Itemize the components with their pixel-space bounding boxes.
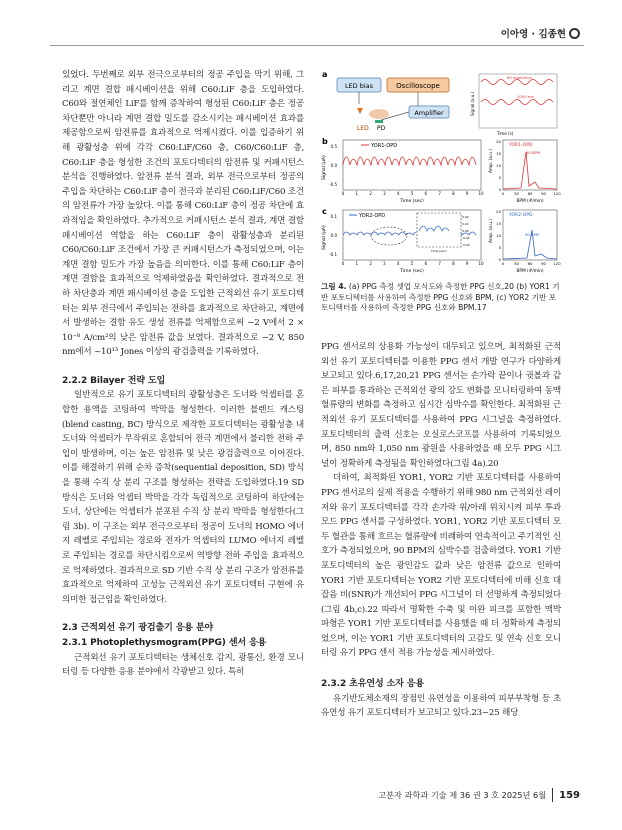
c-spec-xticks xyxy=(502,261,561,266)
panel-b-legend: YOR1-OPD xyxy=(371,143,398,149)
c-spec-ytick: 10 xyxy=(496,233,501,238)
left-paragraph-1: 있었다. 두번째로 외부 전극으로부터의 정공 주입을 막기 위해, 그리고 계면 결합 패시베이션을 위해 C60:LiF 층을 도입하였다. C60와 절연체인 LiF를 함께 증착하여 형성된 C60:LiF 층은 정공 차단뿐만 아니라 계면 결합 밀도를 감소시키는 패시베이션 효과를 제공함으로써 암전류를 효과적으로 억제시켰다. 이를 입증하기 위해 광활성층 위에 각각 C60:LiF/C60 층, C60/C60:LiF 층, C60:LiF 층을 형성한 조건의 포토디텍터의 암전류 및 커패시턴스 분석을 진행하였다. 암전류 분석 결과, 외부 전극으로부터 정공의 주입을 차단하는 C60:LiF 층이 전극과 분리된 C60:LiF/C60 조건의 암전류가 가장 높았다. 이를 통해 C60:LiF 층이 정공 차단에 효과적임을 확인하였다. 추가적으로 커패시턴스 분석 결과, 계면 결함 패시베이션 역할을 하는 C60:LiF 층이 광활성층과 분리된 C60/C60:LiF 조건에서 가장 큰 커패시턴스가 측정되었으며, 이는 계면 결함 밀도가 가장 높음을 의미한다. 이를 통해 C60:LiF 층이 계면 결함을 효과적으로 억제하였음을 확인하였다. 결과적으로 전하 차단층과 계면 패시베이션 층을 도입한 근적외선 유기 포토디텍터는 외부 전극에서 주입되는 전하를 효과적으로 차단하고, 계면에서 발생하는 결함 유도 생성 전류를 억제함으로써 −2 V에서 2 × 10⁻⁸ A/cm²의 낮은 암전류 값을 보였다. 결과적으로 −2 V, 850 nm에서 ~10¹³ Jones 이상의 광검출력을 기록하였다. xyxy=(62,70,304,358)
right-column xyxy=(321,340,561,721)
heading-2-2-2: 2.2.2 Bilayer 전략 도입 xyxy=(62,375,166,386)
c-ytick-1: 0.1 xyxy=(330,214,337,219)
c-xtick: 6 xyxy=(424,261,428,266)
panel-c-xticks xyxy=(342,261,484,266)
c-xtick: 9 xyxy=(465,261,469,266)
amplifier-text: Amplifier xyxy=(414,109,444,117)
panel-c-spec-xlabel: BPM (#/min) xyxy=(516,269,544,274)
panel-a-trace-80 xyxy=(481,80,553,85)
b-spec-xtick: 60 xyxy=(527,191,533,196)
c-ytick-2: 0.0 xyxy=(330,233,337,238)
c-spec-xtick: 120 xyxy=(553,261,561,266)
c-xtick: 4 xyxy=(396,261,400,266)
c-xtick: 1 xyxy=(355,261,359,266)
b-spec-xtick: 90 xyxy=(541,191,546,196)
inset-ytick: -0.02 xyxy=(462,243,470,247)
c-xtick: 0 xyxy=(341,261,345,266)
heading-2-3-1: 2.3.1 Photoplethysmogram(PPG) 센서 응용 xyxy=(62,637,267,648)
b-spec-ytick: 20 xyxy=(496,139,501,144)
panel-c-inset-yticks xyxy=(462,215,470,247)
c-xtick: 7 xyxy=(438,261,441,266)
b-xtick: 0 xyxy=(341,191,345,196)
page-footer xyxy=(378,788,580,802)
panel-b-trace xyxy=(343,157,476,165)
inset-ytick: 0.01 xyxy=(462,222,469,226)
legend-1000: 1000 nm xyxy=(517,94,534,99)
c-spec-yticks xyxy=(496,209,501,262)
led-bias-text: LED bias xyxy=(344,82,374,90)
footer-divider xyxy=(552,788,553,802)
c-spec-ytick: 15 xyxy=(496,221,501,226)
panel-b-label: b xyxy=(322,137,328,146)
b-xtick: 9 xyxy=(465,191,469,196)
b-xtick: 5 xyxy=(410,191,414,196)
b-spec-ytick: 5 xyxy=(498,175,501,180)
panel-c-spec-ylabel: Amp. (a.u.) xyxy=(489,218,494,243)
panel-c-inset-frame xyxy=(417,213,461,247)
b-spec-yticks xyxy=(496,139,501,192)
c-spec-xtick: 30 xyxy=(514,261,519,266)
c-xtick: 8 xyxy=(452,261,455,266)
journal-info: 고분자 과학과 기술 제 36 권 3 호 2025년 6월 xyxy=(378,789,547,800)
panel-b-xlabel: Time (sec) xyxy=(400,199,424,204)
panel-c-zoom-ellipse xyxy=(371,227,407,245)
b-ytick-3: -0.5 xyxy=(329,182,337,187)
b-spec-ytick: 0 xyxy=(498,187,501,192)
panel-b-ylabel: Signal (μA) xyxy=(322,155,327,180)
panel-b-spec-legend: YOR1-OPD xyxy=(509,143,533,148)
panel-c-bpm-note: 90 BPM xyxy=(525,232,540,237)
led-symbol xyxy=(357,108,363,114)
b-spec-xtick: 30 xyxy=(514,191,519,196)
figure-4 xyxy=(321,68,561,276)
c-spec-ytick: 20 xyxy=(496,209,501,214)
panel-c-legend: YOR2-OPD xyxy=(359,213,386,219)
left-column xyxy=(62,68,304,680)
left-paragraph-2: 일반적으로 유기 포토디텍터의 광활성층은 도너와 억셉터를 혼합한 용액을 코팅하여 박막을 형성한다. 이러한 블렌드 캐스팅(blend casting, BC) 방식으로 제작한 포토디텍터는 광활성층 내 도너와 억셉터가 무작위로 혼합되어 전극 계면에서 불리한 전하 주입이 발생하며, 이는 높은 암전류 및 낮은 광검출력으로 이어진다. 이를 해결하기 위해 순차 증착(sequential deposition, SD) 방식을 통해 수직 상 분리 구조를 형성하는 전략을 도입하였다.19 SD 방식은 도너와 억셉터 박막을 각각 독립적으로 코팅하여 하단에는 도너, 상단에는 억셉터가 분포된 수직 상 분리 박막을 형성한다(그림 3b). 이 구조는 외부 전극으로부터 정공이 도너의 HOMO 에너지 레벨로 주입되는 경로와 전자가 억셉터의 LUMO 에너지 레벨로 주입되는 경로를 차단시킴으로써 역방향 전하 주입을 효과적으로 억제하였다. 결과적으로 SD 기반 수직 상 분리 구조가 암전류를 효과적으로 억제하여 고성능 근적외선 유기 포토디텍터 구현에 유의미한 접근임을 확인하였다. xyxy=(62,390,304,605)
panel-c-xlabel: Time (sec) xyxy=(400,269,424,274)
b-spec-ytick: 15 xyxy=(496,151,501,156)
c-spec-xtick: 60 xyxy=(527,261,533,266)
inset-ytick: 0.00 xyxy=(462,229,469,233)
caption-label: 그림 4. xyxy=(321,282,347,291)
panel-c-spec-legend: YOR2-OPD xyxy=(509,213,533,218)
b-xtick: 8 xyxy=(452,191,455,196)
b-spec-xtick: 120 xyxy=(553,191,561,196)
oscilloscope-text: Oscilloscope xyxy=(396,82,440,90)
header-ring-icon xyxy=(569,28,580,39)
pd-symbol xyxy=(375,120,383,123)
finger-shape xyxy=(369,109,389,119)
panel-b-xticks xyxy=(342,191,484,196)
inset-ytick: 0.02 xyxy=(462,215,469,219)
right-paragraph-1: PPG 센서로의 상용화 가능성이 대두되고 있으며, 최적화된 근적외선 유기 포토디텍터를 이용한 PPG 센서 개발 연구가 다양하게 보고되고 있다.6,17,20,21 PPG 센서는 손가락 끝이나 귓볼과 같은 피부를 통과하는 근적외선 광의 강도 변화를 모니터링하여 동맥 혈류량의 변화를 측정하고 심시간 심박수를 확인한다. 최적화된 근적외선 유기 포토디텍터를 사용하여 PPG 시그널을 측정하였다. 포토디텍터의 출력 신호는 오실로스코프를 사용하여 기록되었으며, 850 nm와 1,050 nm 광원을 사용하였을 때 모두 PPG 시그널이 정확하게 측정됨을 확인하였다(그림 4a).20 xyxy=(321,342,561,469)
c-ytick-3: -0.1 xyxy=(329,252,337,257)
page-number: 159 xyxy=(559,789,580,801)
heading-2-3-2: 2.3.2 초유연성 소자 응용 xyxy=(321,679,424,690)
c-spec-ytick: 0 xyxy=(498,257,501,262)
c-xtick: 5 xyxy=(410,261,414,266)
header-authors: 이아영 · 김종현 xyxy=(500,29,566,40)
b-ytick-2: 0.0 xyxy=(330,163,337,168)
right-paragraph-3: 유기반도체소재의 장점인 유연성을 이용하여 피부부착형 등 초유연성 유기 포토디텍터가 보고되고 있다.23~25 해당 xyxy=(321,693,561,719)
panel-b-spec-ylabel: Amp. (a.u.) xyxy=(489,148,494,173)
panel-c-ylabel: Signal (μA) xyxy=(322,225,327,250)
c-spec-xtick: 0 xyxy=(501,261,505,266)
c-spec-xtick: 90 xyxy=(541,261,546,266)
c-xtick: 10 xyxy=(478,261,484,266)
c-xtick: 2 xyxy=(369,261,372,266)
left-paragraph-3: 근적외선 유기 포토디텍터는 생체신호 감지, 광통신, 환경 모니터링 등 다양한 응용 분야에서 각광받고 있다. 특히 xyxy=(62,652,304,678)
b-xtick: 7 xyxy=(438,191,441,196)
panel-a-time-label: Time (s) xyxy=(497,131,514,136)
b-xtick: 10 xyxy=(478,191,484,196)
heading-2-3: 2.3 근적외선 유기 광검출기 응용 분야 xyxy=(62,623,214,634)
c-spec-ytick: 5 xyxy=(498,245,501,250)
panel-b-bpm-note: 60 BPM xyxy=(526,150,541,155)
pd-label: PD xyxy=(377,125,386,132)
b-xtick: 1 xyxy=(355,191,359,196)
running-header xyxy=(501,26,580,40)
b-ytick-1: 0.5 xyxy=(330,144,337,149)
b-xtick: 4 xyxy=(396,191,400,196)
panel-a-trace-1000 xyxy=(481,100,553,105)
figure-caption xyxy=(321,282,561,314)
b-xtick: 2 xyxy=(369,191,372,196)
panel-b-spec-xlabel: BPM (#/min) xyxy=(516,199,544,204)
panel-a-signal-label: Signal (a.u.) xyxy=(470,91,475,116)
inset-ytick: -0.01 xyxy=(462,236,470,240)
legend-80: 80 beats/min xyxy=(507,75,533,80)
panel-c-label: c xyxy=(322,207,327,216)
b-xtick: 6 xyxy=(424,191,428,196)
header-rule xyxy=(50,45,584,46)
b-spec-ytick: 10 xyxy=(496,163,501,168)
right-paragraph-2: 더하여, 최적화된 YOR1, YOR2 기반 포토디텍터를 사용하여 PPG 센서로의 실제 적용을 수행하기 위해 980 nm 근적외선 레이저와 유기 포토디텍터를 각각 손가락 위/아래 위치시켜 피부 투과 모드 PPG 센서를 구성하였다. YOR1, YOR2 기반 포토디텍터 모두 혈관을 통해 흐르는 혈류량에 비례하여 연속적이고 주기적인 신호가 측정되었으며, 90 BPM의 심박수를 검출하였다. YOR1 기반 포토디텍터의 높은 광민감도 값과 낮은 암전류 값으로 인하여 YOR1 기반 포토디텍터는 YOR2 기반 포토디텍터에 비해 신호 대 잡음 비(SNR)가 개선되어 PPG 시그널이 더 선명하게 측정되었다(그림 4b,c).22 따라서 명확한 수축 및 이완 피크를 포함한 맥박 파형은 YOR1 기반 포토디텍터를 사용했을 때 더 정확하게 측정되었으며, 이는 YOR1 기반 포토디텍터의 고감도 및 연속 신호 모니터링 유기 PPG 센서 적용 가능성을 제시하였다. xyxy=(321,473,561,659)
b-spec-xticks xyxy=(502,191,561,196)
panel-a-label: a xyxy=(322,70,328,79)
b-xtick: 3 xyxy=(383,191,386,196)
figure-4-svg xyxy=(321,68,561,276)
led-label: LED xyxy=(357,125,369,132)
b-spec-xtick: 0 xyxy=(501,191,505,196)
c-xtick: 3 xyxy=(383,261,386,266)
caption-text: (a) PPG 측정 셋업 모식도와 측정한 PPG 신호,20 (b) YOR1 기반 포토디텍터를 사용하여 측정한 PPG 신호와 BPM, (c) YOR2 기반 포토디텍터를 사용하여 측정한 PPG 신호와 BPM.17 xyxy=(321,282,560,312)
panel-b-spectrum xyxy=(503,152,557,189)
panel-c-inset-xlabel: Time (sec) xyxy=(431,249,447,253)
